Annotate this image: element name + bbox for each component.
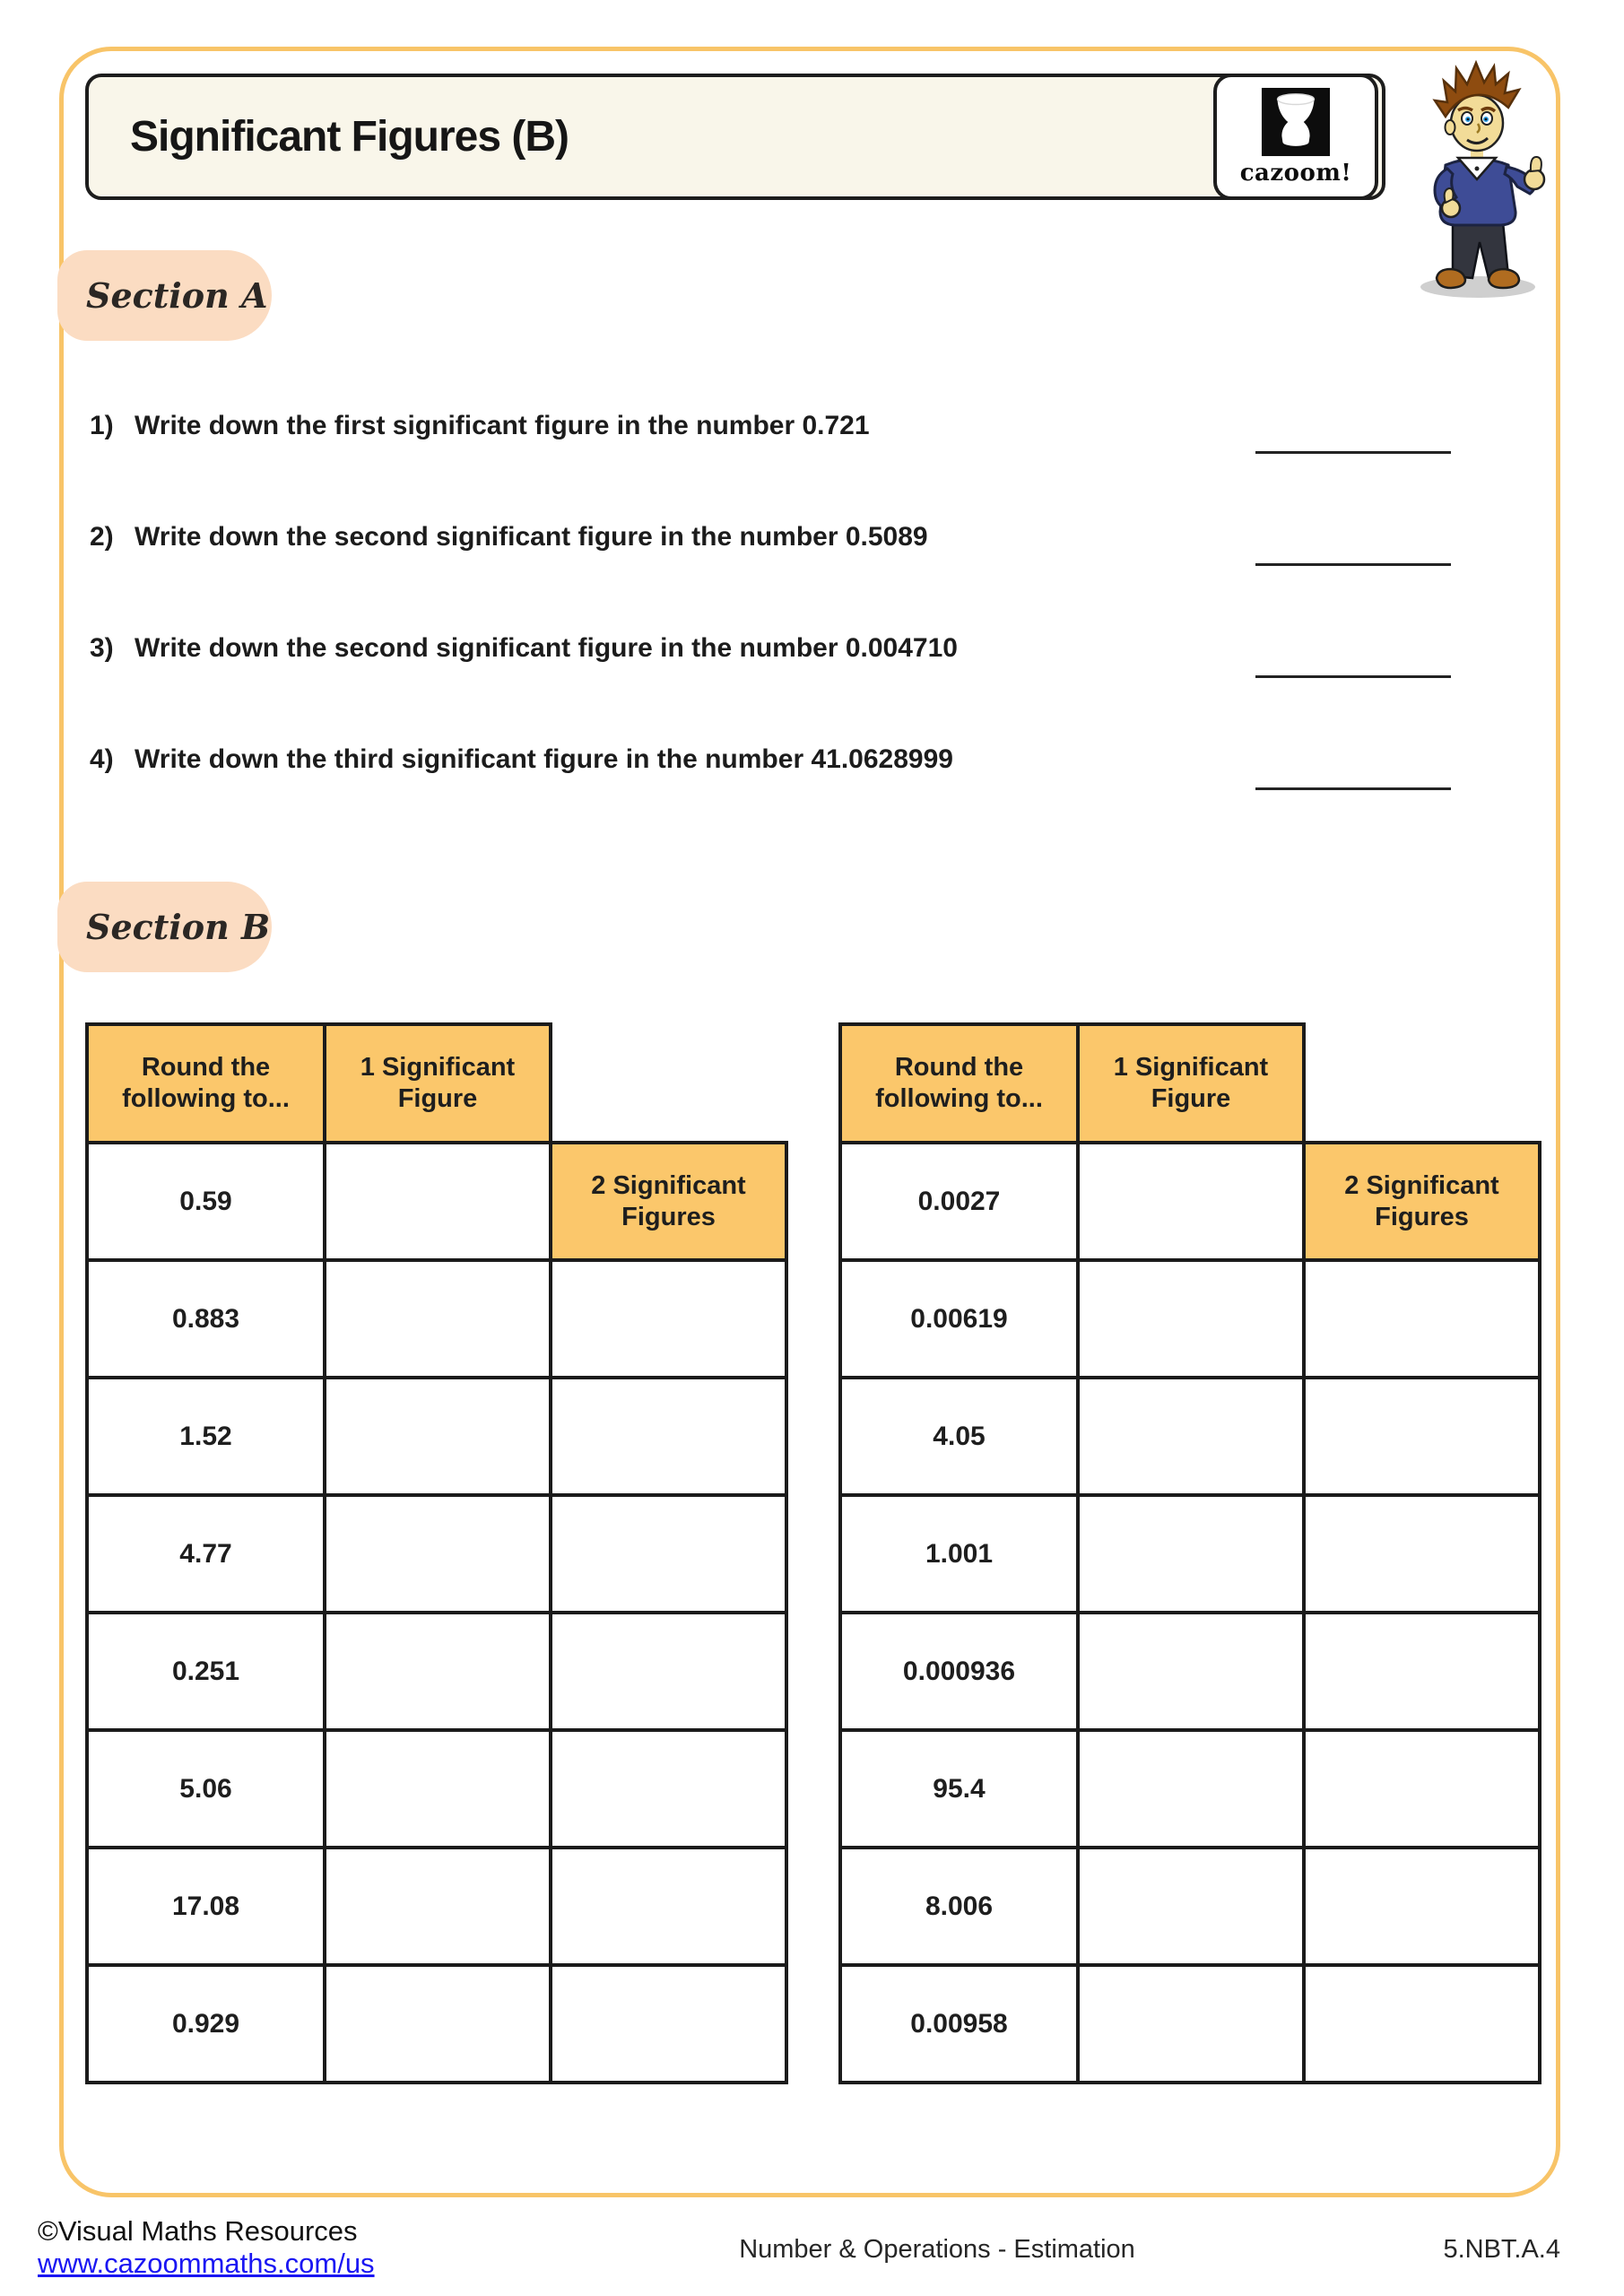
website-link[interactable]: www.cazoommaths.com/us — [38, 2248, 375, 2279]
value-cell: 0.251 — [87, 1613, 325, 1730]
blank-cell — [1078, 1730, 1304, 1848]
blank-cell — [1078, 1965, 1304, 2083]
value-cell: 0.59 — [87, 1143, 325, 1260]
question-2 — [90, 519, 928, 555]
section-b-header — [57, 882, 272, 972]
question-4-number: 4) — [90, 744, 114, 774]
value-cell: 0.00619 — [840, 1260, 1078, 1378]
question-1-text: Write down the first significant figure in the number 0.721 — [135, 411, 870, 440]
copyright-text: ©Visual Maths Resources — [38, 2215, 358, 2247]
question-1-number: 1) — [90, 411, 114, 440]
section-a-label: Section A — [86, 275, 268, 316]
cazoom-logo-text: cazoom! — [1239, 160, 1352, 187]
blank-cell — [1078, 1260, 1304, 1378]
blank-cell — [1078, 1143, 1304, 1260]
blank-cell — [551, 1730, 786, 1848]
blank-cell — [551, 1495, 786, 1613]
blank-cell — [551, 1613, 786, 1730]
question-3-text: Write down the second significant figure in the number 0.004710 — [135, 633, 958, 663]
answer-line-2 — [1255, 563, 1451, 566]
category-text: Number & Operations - Estimation — [739, 2235, 1135, 2264]
value-cell: 1.001 — [840, 1495, 1078, 1613]
blank-cell — [551, 1965, 786, 2083]
blank-cell — [1304, 1260, 1540, 1378]
question-2-number: 2) — [90, 522, 114, 552]
col-header-1sf: 1 Significant Figure — [325, 1024, 551, 1143]
header-spacer — [1304, 1024, 1540, 1143]
title-bar — [85, 74, 1385, 200]
col-header-2sf: 2 Significant Figures — [1304, 1143, 1540, 1260]
value-cell: 0.000936 — [840, 1613, 1078, 1730]
col-header-1sf: 1 Significant Figure — [1078, 1024, 1304, 1143]
standard-code: 5.NBT.A.4 — [1443, 2235, 1560, 2264]
value-cell: 0.00958 — [840, 1965, 1078, 2083]
blank-cell — [1304, 1613, 1540, 1730]
blank-cell — [325, 1378, 551, 1495]
rounding-table-right — [838, 1022, 1541, 2084]
header-spacer — [551, 1024, 786, 1143]
blank-cell — [325, 1260, 551, 1378]
blank-cell — [1304, 1848, 1540, 1965]
blank-cell — [1304, 1965, 1540, 2083]
blank-cell — [1304, 1730, 1540, 1848]
blank-cell — [325, 1495, 551, 1613]
blank-cell — [325, 1143, 551, 1260]
blank-cell — [551, 1848, 786, 1965]
blank-cell — [325, 1965, 551, 2083]
value-cell: 95.4 — [840, 1730, 1078, 1848]
col-header-round: Round the following to... — [840, 1024, 1078, 1143]
value-cell: 0.883 — [87, 1260, 325, 1378]
value-cell: 8.006 — [840, 1848, 1078, 1965]
answer-line-3 — [1255, 675, 1451, 678]
blank-cell — [551, 1260, 786, 1378]
value-cell: 4.77 — [87, 1495, 325, 1613]
blank-cell — [325, 1848, 551, 1965]
question-4-text: Write down the third significant figure in the number 41.0628999 — [135, 744, 953, 774]
rounding-table-left — [85, 1022, 788, 2084]
value-cell: 0.929 — [87, 1965, 325, 2083]
value-cell: 1.52 — [87, 1378, 325, 1495]
value-cell: 5.06 — [87, 1730, 325, 1848]
value-cell: 4.05 — [840, 1378, 1078, 1495]
cazoom-logo — [1213, 74, 1378, 200]
blank-cell — [1078, 1378, 1304, 1495]
col-header-round: Round the following to... — [87, 1024, 325, 1143]
blank-cell — [325, 1613, 551, 1730]
blank-cell — [1304, 1495, 1540, 1613]
cazoom-drum-icon — [1261, 87, 1331, 157]
col-header-2sf: 2 Significant Figures — [551, 1143, 786, 1260]
question-2-text: Write down the second significant figure in the number 0.5089 — [135, 522, 928, 552]
page-title: Significant Figures (B) — [130, 113, 569, 161]
answer-line-4 — [1255, 787, 1451, 790]
section-a-header — [57, 250, 272, 341]
mascot-boy-illustration — [1399, 54, 1555, 301]
question-1 — [90, 408, 870, 444]
blank-cell — [325, 1730, 551, 1848]
value-cell: 17.08 — [87, 1848, 325, 1965]
blank-cell — [1304, 1378, 1540, 1495]
blank-cell — [551, 1378, 786, 1495]
blank-cell — [1078, 1848, 1304, 1965]
answer-line-1 — [1255, 451, 1451, 454]
blank-cell — [1078, 1613, 1304, 1730]
question-3 — [90, 631, 958, 666]
value-cell: 0.0027 — [840, 1143, 1078, 1260]
section-b-label: Section B — [86, 907, 271, 947]
question-3-number: 3) — [90, 633, 114, 663]
question-4 — [90, 742, 953, 778]
blank-cell — [1078, 1495, 1304, 1613]
